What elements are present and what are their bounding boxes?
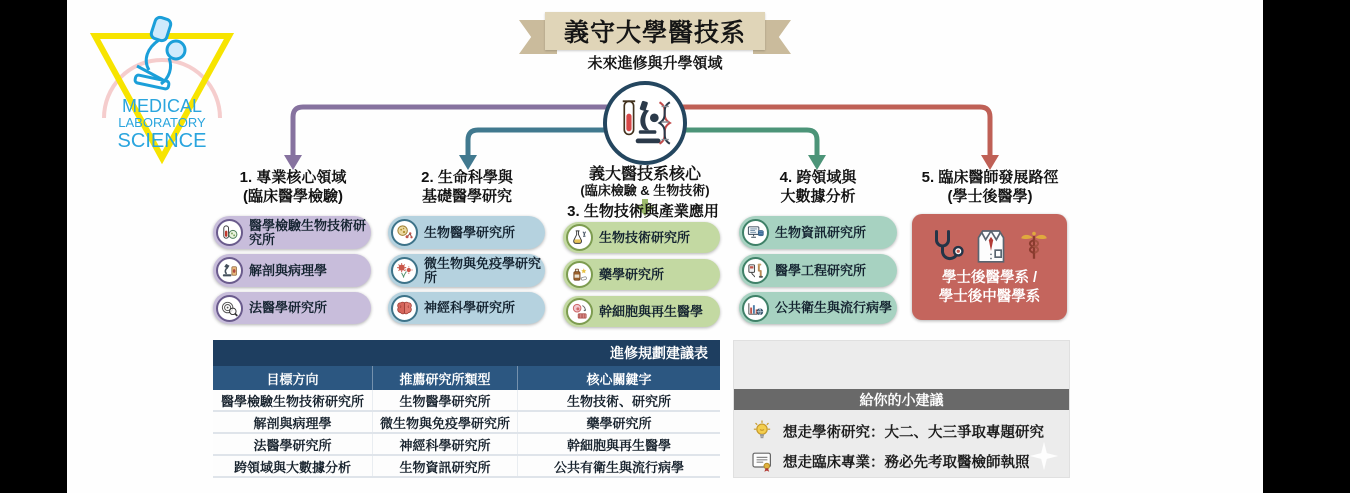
table-row — [213, 456, 720, 478]
caduceus-icon — [1017, 225, 1051, 267]
mls-logo-art — [77, 6, 247, 170]
column-header: 核心關鍵字 — [586, 371, 652, 387]
medical-device-icon — [742, 257, 769, 284]
pill-public-health-epi — [739, 292, 897, 324]
card-text-line1: 學士後醫學系 / — [941, 270, 1038, 286]
advice-item — [750, 419, 1044, 443]
pill-pharmacy — [563, 259, 720, 290]
table-cell: 法醫學研究所 — [213, 434, 373, 454]
flask-dna-icon — [566, 224, 593, 251]
table-cell: 神經科學研究所 — [373, 434, 518, 454]
page-title: 義守大學醫技系 — [563, 19, 746, 47]
pill-microbio-immunology — [388, 254, 545, 287]
pill-biomedical — [388, 216, 545, 249]
advice-text: 想走臨床專業：務必先考取醫檢師執照 — [783, 454, 1030, 471]
stem-cell-icon — [566, 298, 593, 325]
branch4-title-line1: 4. 跨領域與 — [779, 169, 857, 186]
advice-panel-header — [734, 389, 1069, 410]
stethoscope-icon — [929, 226, 965, 266]
microscope-dna-icon — [616, 94, 674, 152]
diagram-content — [67, 0, 1263, 493]
branch5-title — [910, 168, 1070, 206]
table-row — [213, 434, 720, 456]
pill-anatomy-pathology — [213, 254, 371, 287]
table-title: 進修規劃建議表 — [610, 345, 708, 361]
branch2-title-line1: 2. 生命科學與 — [421, 169, 513, 186]
table-row — [213, 412, 720, 434]
table-cell: 生物技術、研究所 — [566, 393, 671, 409]
pill-label: 公共衛生與流行病學 — [775, 300, 893, 315]
letterbox-right — [1263, 0, 1350, 493]
branch2-title-line2: 基礎醫學研究 — [421, 188, 512, 205]
certificate-icon — [750, 449, 774, 473]
core-label: 義大醫技系核心 — [588, 166, 701, 183]
branch3-title-line1: 3. 生物技術與產業應用 — [567, 203, 719, 220]
table-cell: 幹細胞與再生醫學 — [566, 437, 671, 453]
branch1-title-line1: 1. 專業核心領域 — [239, 169, 347, 186]
pill-label: 生物醫學研究所 — [424, 224, 516, 240]
pill-label: 微生物與免疫學研究所 — [424, 255, 542, 285]
table-cell: 公共有衛生與流行病學 — [553, 459, 684, 475]
pill-label: 解剖與病理學 — [249, 262, 328, 278]
table-header-row — [213, 366, 720, 390]
advice-panel — [733, 340, 1070, 478]
page-subtitle: 未來進修與升學領域 — [587, 55, 723, 72]
pill-label: 醫學檢驗生物技術研究所 — [249, 217, 367, 247]
pill-bioinformatics — [739, 216, 897, 249]
postgrad-medicine-card — [912, 214, 1067, 320]
advice-title: 給你的小建議 — [859, 391, 944, 408]
table-cell: 藥學研究所 — [586, 415, 652, 431]
table-cell: 微生物與免疫學研究所 — [373, 412, 518, 432]
pill-label: 藥學研究所 — [599, 266, 665, 282]
table-cell: 生物醫學研究所 — [373, 390, 518, 410]
branch5-title-line1: 5. 臨床醫師發展路徑 — [921, 169, 1059, 186]
medicine-bottle-icon — [566, 261, 593, 288]
pill-biotechnology — [563, 222, 720, 253]
logo-text-line1: MEDICAL — [121, 96, 203, 116]
lab-coat-icon — [971, 225, 1011, 267]
letterbox-left — [0, 0, 67, 493]
logo-text-line2: LABORATORY — [118, 115, 206, 130]
branch5-title-line2: (學士後醫學) — [947, 188, 1033, 205]
pill-label: 醫學工程研究所 — [775, 262, 867, 278]
pill-stem-cell-regen — [563, 296, 720, 327]
lightbulb-icon — [750, 419, 774, 443]
advice-text: 想走學術研究：大二、大三爭取專題研究 — [783, 424, 1044, 441]
table-cell: 生物資訊研究所 — [373, 456, 518, 476]
microscope-logo-icon — [135, 16, 185, 89]
pill-neuroscience — [388, 292, 545, 324]
test-tube-petri-icon — [216, 219, 243, 246]
chart-globe-icon — [742, 295, 769, 322]
pill-label: 法醫學研究所 — [249, 300, 328, 315]
pill-med-lab-biotech — [213, 216, 371, 249]
core-node — [603, 81, 687, 165]
table-title-bar — [213, 340, 720, 366]
card-icons — [929, 223, 1051, 269]
branch4-title-line2: 大數據分析 — [780, 188, 856, 205]
pill-forensic-medicine — [213, 292, 371, 324]
pill-medical-engineering — [739, 254, 897, 287]
banner-ribbon — [545, 12, 765, 50]
sparkle-icon — [1027, 439, 1061, 473]
pill-label: 生物技術研究所 — [599, 229, 691, 245]
branch2-title — [388, 168, 546, 206]
advice-item — [750, 449, 1030, 473]
table-row — [213, 390, 720, 412]
table-cell: 跨領域與大數據分析 — [213, 456, 373, 476]
card-text-line2: 學士後中醫學系 — [938, 289, 1041, 305]
microscope-slide-icon — [216, 257, 243, 284]
computer-data-icon — [742, 219, 769, 246]
pill-label: 生物資訊研究所 — [775, 224, 867, 240]
virus-icon — [391, 257, 418, 284]
cell-molecule-icon — [391, 219, 418, 246]
branch3-title — [553, 202, 733, 221]
column-header: 目標方向 — [213, 366, 373, 390]
column-header: 推薦研究所類型 — [373, 366, 518, 390]
fingerprint-magnifier-icon — [216, 295, 243, 322]
branch4-title — [739, 168, 897, 206]
pill-label: 幹細胞與再生醫學 — [599, 303, 704, 319]
core-sublabel: (臨床檢驗 & 生物技術) — [580, 183, 710, 198]
logo-text-line3: SCIENCE — [117, 130, 207, 152]
planning-table — [213, 340, 720, 478]
branch1-title — [213, 168, 373, 206]
brain-icon — [391, 295, 418, 322]
mls-logo — [77, 6, 247, 170]
branch1-title-line2: (臨床醫學檢驗) — [243, 188, 343, 205]
pill-label: 神經科學研究所 — [424, 300, 516, 315]
table-cell: 醫學檢驗生物技術研究所 — [213, 390, 373, 410]
table-cell: 解剖與病理學 — [213, 412, 373, 432]
